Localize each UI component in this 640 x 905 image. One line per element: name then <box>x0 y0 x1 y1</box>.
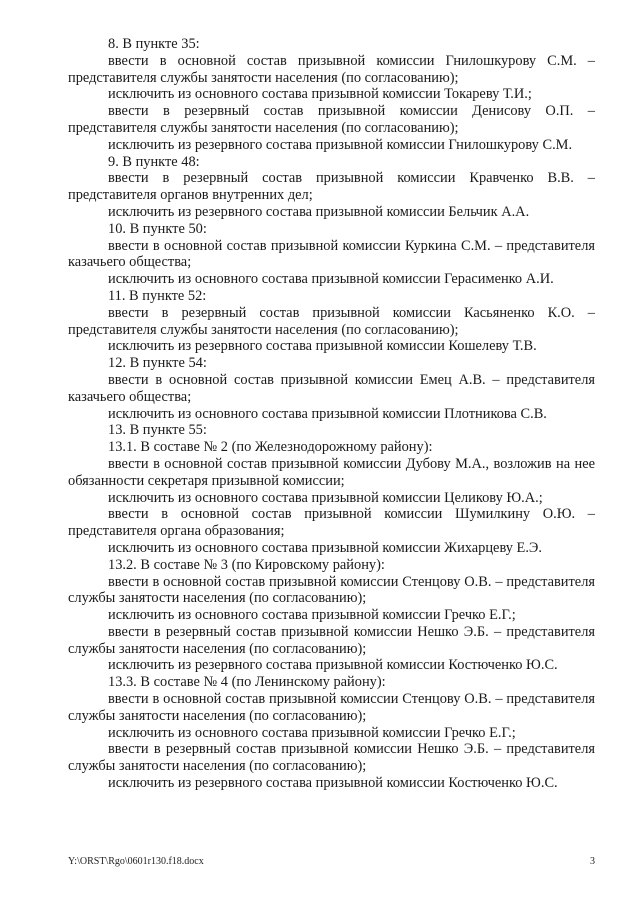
paragraph: исключить из резервного состава призывной комиссии Костюченко Ю.С. <box>108 775 558 792</box>
paragraph: ввести в основной состав призывной комиссии Гнилошкурову С.М. – представителя службы занятости населения (по согласованию); <box>68 52 595 86</box>
paragraph: ввести в резервный состав призывной комиссии Денисову О.П. – представителя службы занятости населения (по согласованию); <box>68 103 595 136</box>
paragraph: 13.1. В составе № 2 (по Железнодорожному району): <box>108 439 433 456</box>
paragraph: исключить из основного состава призывной комиссии Гречко Е.Г.; <box>108 607 516 624</box>
paragraph: 10. В пункте 50: <box>108 220 207 237</box>
paragraph: исключить из основного состава призывной комиссии Герасименко А.И. <box>108 271 554 288</box>
paragraph: 8. В пункте 35: <box>108 36 200 52</box>
paragraph: ввести в основной состав призывной комиссии Стенцову О.В. – представителя службы занятости населения (по согласованию); <box>68 691 595 724</box>
page-number: 3 <box>590 856 595 867</box>
paragraph: ввести в резервный состав призывной комиссии Нешко Э.Б. – представителя службы занятости населения (по согласованию); <box>68 741 595 775</box>
paragraph: 12. В пункте 54: <box>108 355 207 372</box>
paragraph: 9. В пункте 48: <box>108 153 200 170</box>
paragraph: исключить из резервного состава призывной комиссии Бельчик А.А. <box>108 203 530 220</box>
paragraph: исключить из резервного состава призывной комиссии Костюченко Ю.С. <box>108 657 558 674</box>
paragraph: ввести в резервный состав призывной комиссии Касьяненко К.О. – представителя службы занятости населения (по согласованию); <box>68 304 595 338</box>
paragraph: ввести в резервный состав призывной комиссии Кравченко В.В. – представителя органов внутренних дел; <box>68 170 595 204</box>
paragraph: 13.2. В составе № 3 (по Кировскому району): <box>108 556 385 573</box>
paragraph: ввести в основной состав призывной комиссии Стенцову О.В. – представителя службы занятости населения (по согласованию); <box>68 573 595 607</box>
paragraph: исключить из основного состава призывной комиссии Жихарцеву Е.Э. <box>108 539 543 556</box>
paragraph: ввести в основной состав призывной комиссии Дубову М.А., возложив на нее обязанности секретаря призывной комиссии; <box>68 455 595 489</box>
paragraph: исключить из основного состава призывной комиссии Целикову Ю.А.; <box>108 489 543 506</box>
footer-file-path: Y:\ORST\Rgo\0601r130.f18.docx <box>68 856 204 867</box>
paragraph: 13.3. В составе № 4 (по Ленинскому району): <box>108 674 386 691</box>
document-body <box>68 36 595 792</box>
paragraph: ввести в основной состав призывной комиссии Шумилкину О.Ю. – представителя органа образования; <box>68 506 595 540</box>
paragraph: 13. В пункте 55: <box>108 422 207 439</box>
paragraph: ввести в основной состав призывной комиссии Емец А.В. – представителя казачьего общества; <box>68 371 595 405</box>
paragraph: исключить из основного состава призывной комиссии Плотникова С.В. <box>108 405 547 422</box>
paragraph: исключить из резервного состава призывной комиссии Кошелеву Т.В. <box>108 338 537 355</box>
paragraph: ввести в резервный состав призывной комиссии Нешко Э.Б. – представителя службы занятости населения (по согласованию); <box>68 623 595 657</box>
paragraph: исключить из основного состава призывной комиссии Гречко Е.Г.; <box>108 724 516 741</box>
paragraph: 11. В пункте 52: <box>108 287 207 304</box>
paragraph: исключить из основного состава призывной комиссии Токареву Т.И.; <box>108 86 532 103</box>
paragraph: исключить из резервного состава призывной комиссии Гнилошкурову С.М. <box>108 136 573 153</box>
paragraph: ввести в основной состав призывной комиссии Куркина С.М. – представителя казачьего общества; <box>68 237 595 271</box>
